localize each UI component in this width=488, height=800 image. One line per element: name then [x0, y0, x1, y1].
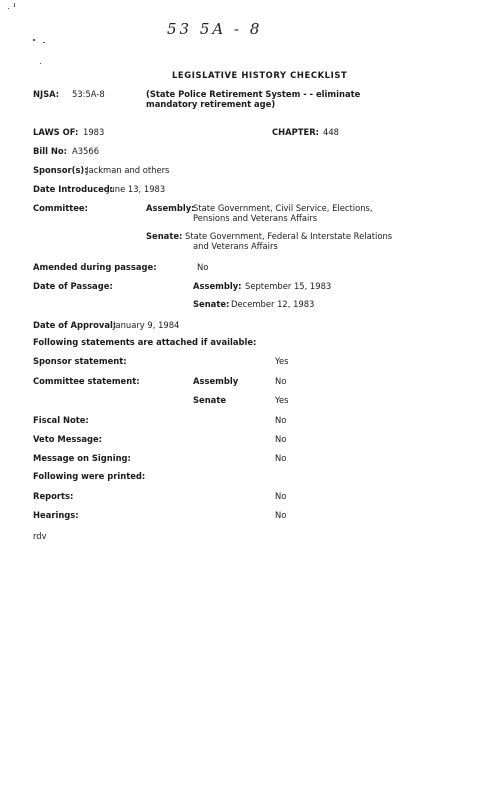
message-signing-label: Message on Signing: [33, 453, 131, 463]
sponsors-value: Jackman and others [86, 165, 170, 175]
passage-senate-value: December 12, 1983 [231, 299, 315, 309]
date-introduced-value: June 13, 1983 [107, 184, 166, 194]
amended-label: Amended during passage: [33, 262, 157, 272]
approval-value: January 9, 1984 [113, 320, 180, 330]
message-signing-value: No [275, 453, 287, 463]
njsa-desc-line2: mandatory retirement age) [146, 99, 276, 109]
committee-assembly-label: Assembly: [146, 203, 195, 213]
page-title: LEGISLATIVE HISTORY CHECKLIST [172, 70, 348, 80]
handwritten-code: 53 5A - 8 [167, 20, 263, 38]
committee-statement-assembly-label: Assembly [193, 376, 239, 386]
passage-label: Date of Passage: [33, 281, 113, 291]
statements-heading: Following statements are attached if available: [33, 337, 257, 347]
initials: rdv [33, 531, 47, 541]
sponsors-label: Sponsor(s): [33, 165, 88, 175]
chapter-value: 448 [323, 127, 339, 137]
reports-value: No [275, 491, 287, 501]
passage-assembly-value: September 15, 1983 [245, 281, 332, 291]
fiscal-note-label: Fiscal Note: [33, 415, 89, 425]
date-introduced-label: Date Introduced: [33, 184, 114, 194]
njsa-desc-line1: (State Police Retirement System - - eliminate [146, 89, 361, 99]
sponsor-statement-label: Sponsor statement: [33, 356, 127, 366]
committee-statement-assembly-value: No [275, 376, 287, 386]
bill-no-label: Bill No: [33, 146, 68, 156]
hearings-value: No [275, 510, 287, 520]
committee-label: Committee: [33, 203, 88, 213]
hearings-label: Hearings: [33, 510, 79, 520]
approval-label: Date of Approval: [33, 320, 117, 330]
committee-assembly-line1: State Government, Civil Service, Elections, [193, 203, 373, 213]
laws-of-label: LAWS OF: [33, 127, 79, 137]
passage-senate-label: Senate: [193, 299, 230, 309]
committee-senate-line2: and Veterans Affairs [193, 241, 278, 251]
laws-of-value: 1983 [83, 127, 105, 137]
committee-statement-senate-label: Senate [193, 395, 227, 405]
printed-heading: Following were printed: [33, 471, 146, 481]
njsa-value: 53:5A-8 [72, 89, 105, 99]
bill-no-value: A3566 [72, 146, 100, 156]
veto-message-label: Veto Message: [33, 434, 103, 444]
reports-label: Reports: [33, 491, 74, 501]
committee-statement-label: Committee statement: [33, 376, 140, 386]
veto-message-value: No [275, 434, 287, 444]
njsa-label: NJSA: [33, 89, 60, 99]
passage-assembly-label: Assembly: [193, 281, 242, 291]
chapter-label: CHAPTER: [272, 127, 320, 137]
committee-assembly-line2: Pensions and Veterans Affairs [193, 213, 318, 223]
committee-senate-label: Senate: [146, 231, 183, 241]
committee-senate-line1: State Government, Federal & Interstate Relations [185, 231, 393, 241]
amended-value: No [197, 262, 209, 272]
sponsor-statement-value: Yes [275, 356, 289, 366]
fiscal-note-value: No [275, 415, 287, 425]
committee-statement-senate-value: Yes [275, 395, 289, 405]
